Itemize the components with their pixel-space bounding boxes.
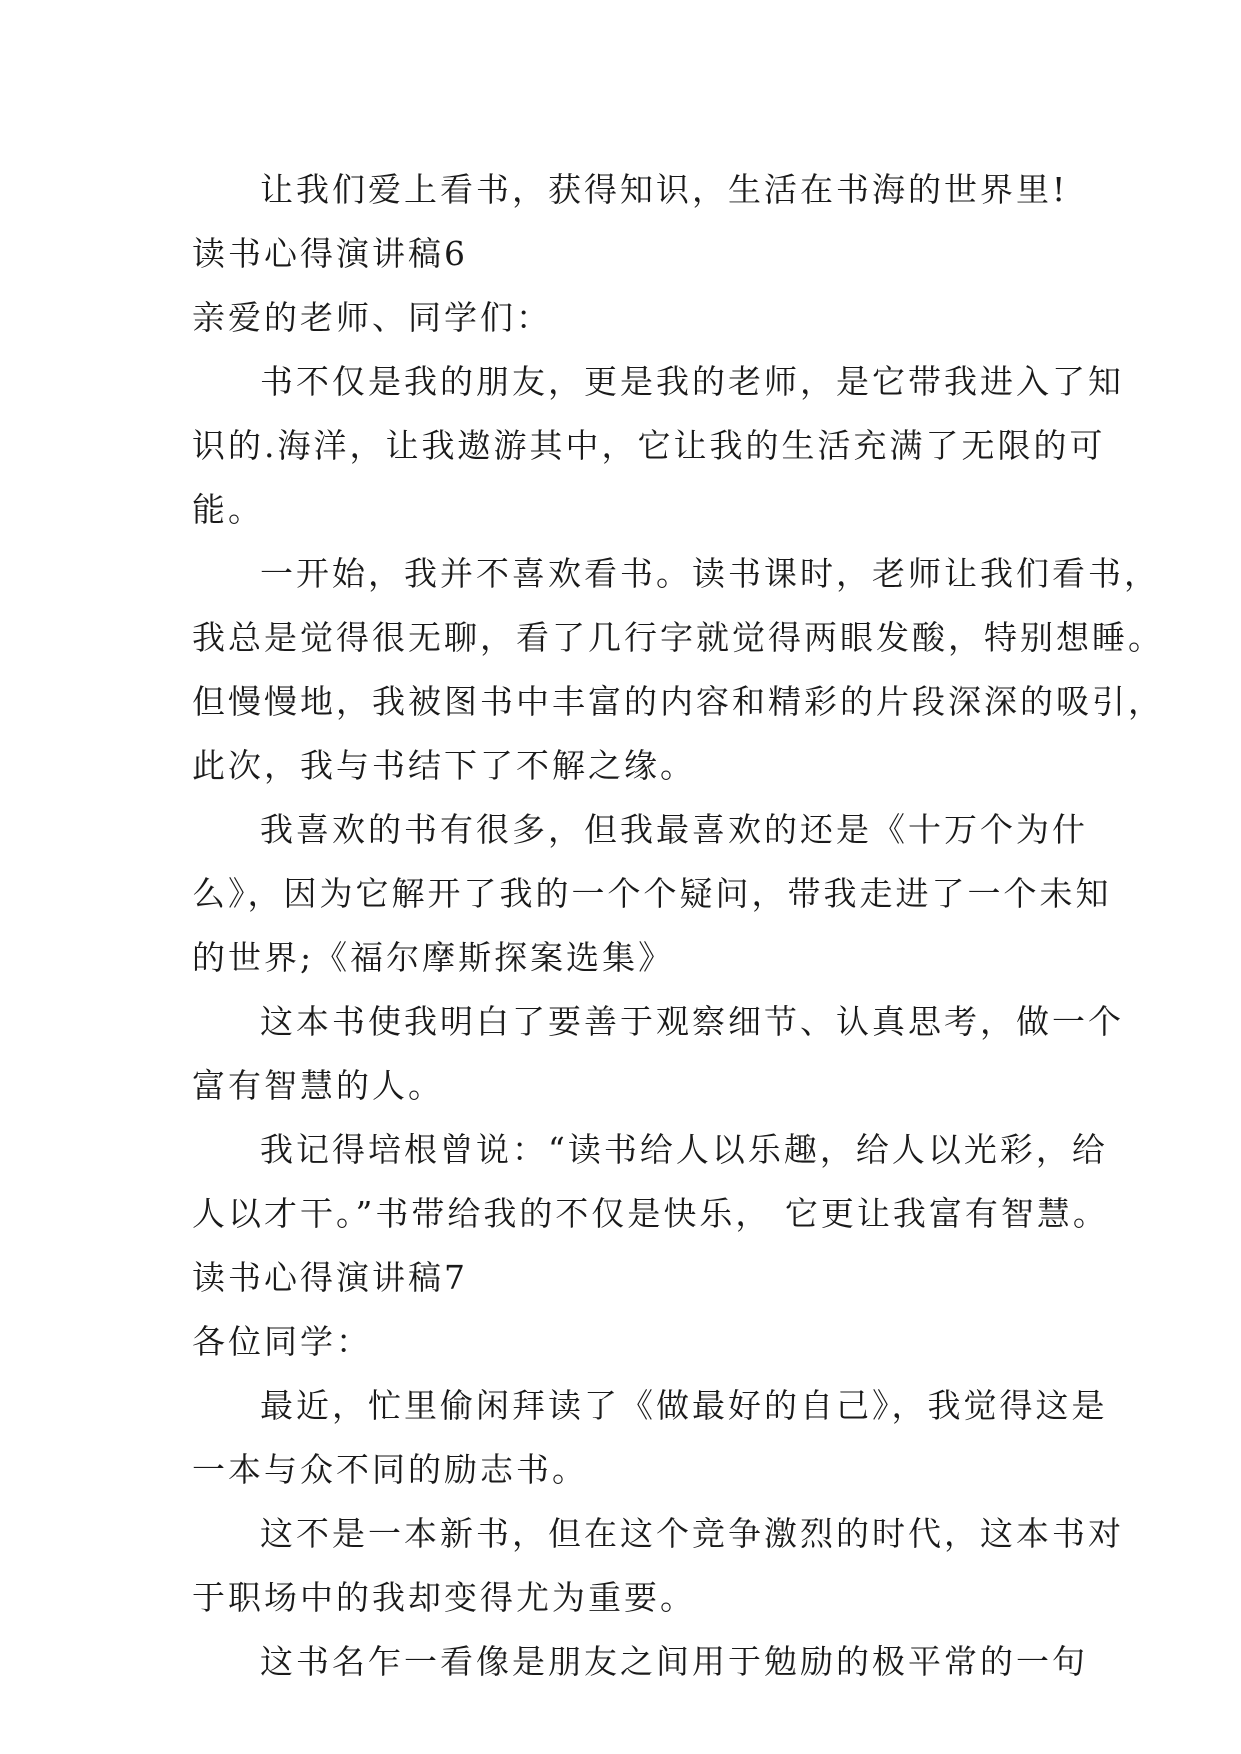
paragraph-line: 此次，我与书结下了不解之缘。 [192, 746, 696, 785]
section-heading: 读书心得演讲稿6 [192, 234, 468, 273]
paragraph-line: 书不仅是我的朋友，更是我的老师，是它带我进入了知 [260, 362, 1124, 401]
section-heading: 读书心得演讲稿7 [192, 1258, 468, 1297]
paragraph-line: 的世界;《福尔摩斯探案选集》 [192, 938, 675, 977]
paragraph-line: 我喜欢的书有很多，但我最喜欢的还是《十万个为什 [260, 810, 1088, 849]
paragraph-line: 让我们爱上看书，获得知识，生活在书海的世界里! [260, 170, 1069, 209]
paragraph-line: 么》，因为它解开了我的一个个疑问，带我走进了一个未知 [192, 874, 1112, 913]
salutation: 亲爱的老师、同学们： [192, 298, 552, 337]
paragraph-line: 一本与众不同的励志书。 [192, 1450, 588, 1489]
paragraph-line: 这书名乍一看像是朋友之间用于勉励的极平常的一句 [260, 1642, 1088, 1681]
paragraph-line: 但慢慢地，我被图书中丰富的内容和精彩的片段深深的吸引， [192, 682, 1164, 721]
paragraph-line: 人以才干。”书带给我的不仅是快乐， 它更让我富有智慧。 [192, 1194, 1109, 1233]
paragraph-line: 这本书使我明白了要善于观察细节、认真思考，做一个 [260, 1002, 1124, 1041]
salutation: 各位同学： [192, 1322, 372, 1361]
paragraph-line: 一开始，我并不喜欢看书。读书课时，老师让我们看书， [260, 554, 1160, 593]
paragraph-line: 最近，忙里偷闲拜读了《做最好的自己》，我觉得这是 [260, 1386, 1108, 1425]
paragraph-line: 这不是一本新书，但在这个竞争激烈的时代，这本书对 [260, 1514, 1124, 1553]
paragraph-line: 我总是觉得很无聊，看了几行字就觉得两眼发酸，特别想睡。 [192, 618, 1164, 657]
paragraph-line: 我记得培根曾说：“读书给人以乐趣，给人以光彩，给 [260, 1130, 1108, 1169]
document-body [192, 158, 1164, 1694]
paragraph-line: 识的.海洋，让我遨游其中，它让我的生活充满了无限的可 [192, 426, 1106, 465]
paragraph-line: 能。 [192, 490, 264, 529]
paragraph-line: 富有智慧的人。 [192, 1066, 444, 1105]
paragraph-line: 于职场中的我却变得尤为重要。 [192, 1578, 696, 1617]
